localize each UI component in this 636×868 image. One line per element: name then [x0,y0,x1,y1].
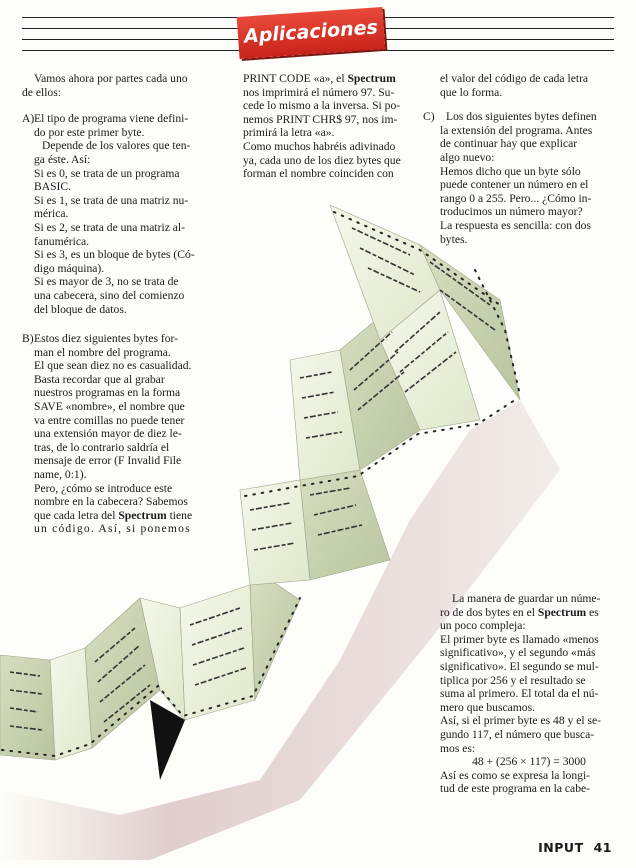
text-line: una extensión mayor de diez le- [34,427,182,441]
text-line: nemos PRINT CHR$ 97, nos im- [243,112,398,126]
intro-line: de ellos: [22,85,61,99]
text-fragment: que cada letra del [34,508,116,522]
page-number: 41 [593,840,612,855]
text-line: La respuesta es sencilla: con dos [440,218,591,232]
section-a-label: A) [22,112,35,126]
text-line: el valor del código de cada letra [440,72,589,85]
text-line: Así es como se expresa la longi- [440,768,591,782]
text-fragment: tiene [169,508,193,522]
text-line: significativo», y el segundo «más [440,646,596,660]
text-line: man el nombre del programa. [34,345,171,359]
text-line: tud de este programa en la cabe- [440,782,590,796]
section-b-label: B) [22,332,34,346]
text-line: de continuar hay que explicar [440,137,578,151]
brand-term: Spectrum [118,508,167,522]
text-line: Depende de los valores que ten- [42,139,191,153]
text-line: una cabecera, sino del comienzo [34,288,185,302]
text-line: digo máquina). [34,261,105,275]
text-fragment: PRINT CODE «a», el [243,72,345,85]
text-line: fanumérica. [34,234,90,248]
intro-line: Vamos ahora por partes cada uno [34,72,188,85]
brand-term: Spectrum [537,605,587,619]
column-1 [22,72,226,536]
text-line: un poco compleja: [440,619,526,633]
text-line: significativo». El segundo se mul- [440,659,599,673]
text-line: Como muchos habréis adivinado [243,139,396,153]
text-line: nombre en la cabecera? Sabemos [34,495,188,509]
text-line: Así, si el primer byte es 48 y el se- [440,714,601,728]
text-fragment: ro de dos bytes en el [440,605,535,619]
text-line: SAVE «nombre», el nombre que [34,400,185,414]
brand-term: Spectrum [347,72,396,85]
text-line: mero que buscamos. [440,700,535,714]
text-line: La manera de guardar un núme- [452,592,601,605]
text-fragment: es [589,605,599,619]
text-line: algo nuevo: [440,150,495,164]
text-line: Los dos siguientes bytes definen [446,110,597,124]
banner-title: Aplicaciones [243,16,379,48]
section-c [423,110,618,246]
text-line: El que sean diez no es casualidad. [34,359,192,373]
text-line: suma al primero. El total da el nú- [440,687,599,701]
text-line: Pero, ¿cómo se introduce este [34,481,173,495]
text-line: un código. Así, si ponemos [34,522,191,536]
text-line: Si es 0, se trata de un programa [34,166,180,180]
text-line: BASIC. [34,180,72,194]
text-line: nos imprimirá el número 97. Su- [243,85,395,99]
text-line: ya, cada uno de los diez bytes que [243,153,401,167]
column-3 [423,72,618,246]
text-line: bytes. [440,232,468,246]
text-line: puede contener un número en el [440,178,589,192]
text-line: nuestros programas en la forma [34,386,181,400]
text-line: que lo forma. [440,85,503,99]
section-b [22,332,226,536]
text-line: tras, de lo contrario saldría el [34,440,170,454]
text-line: forman el nombre coinciden con [243,167,394,181]
text-line: do por este primer byte. [34,125,145,139]
text-line: name, 0:1). [34,468,87,482]
text-line: mensaje de error (F Invalid File [34,454,182,468]
text-line: Hemos dicho que un byte sólo [440,164,581,178]
text-line: tiplica por 256 y el resultado se [440,673,586,687]
text-line: Basta recordar que al grabar [34,372,165,386]
text-line: va entre comillas no puede tener [34,413,185,427]
text-line: troducimos un número mayor? [440,205,583,219]
text-line [243,72,439,86]
text-line: primirá la letra «a». [243,126,335,140]
text-line: cede lo mismo a la inversa. Si po- [243,99,401,113]
text-line: Si es mayor de 3, no se trata de [34,275,179,289]
text-line: mérica. [34,207,69,221]
text-line: Si es 1, se trata de una matriz nu- [34,193,189,207]
text-line [440,606,618,620]
column-2 [243,72,439,181]
text-line: El primer byte es llamado «menos [440,632,599,646]
footer-brand: INPUT [538,840,584,855]
column-4 [440,592,618,796]
text-line: mos es: [440,741,476,755]
text-line [34,509,226,523]
text-line: Si es 3, es un bloque de bytes (Có- [34,248,195,262]
section-a [22,112,226,316]
text-line: la extensión del programa. Antes [440,123,593,137]
text-line: rango 0 a 255. Pero... ¿Cómo in- [440,191,592,205]
text-line: Si es 2, se trata de una matriz al- [34,220,185,234]
formula: 48 + (256 × 117) = 3000 [472,755,586,769]
text-line: del bloque de datos. [34,302,127,316]
text-line: Estos diez siguientes bytes for- [34,332,179,346]
text-line: El tipo de programa viene defini- [34,112,189,126]
section-c-label: C) [423,110,435,124]
text-line: ga éste. Así: [34,152,91,166]
text-line: gundo 117, el número que busca- [440,727,595,741]
page-footer [538,840,612,855]
